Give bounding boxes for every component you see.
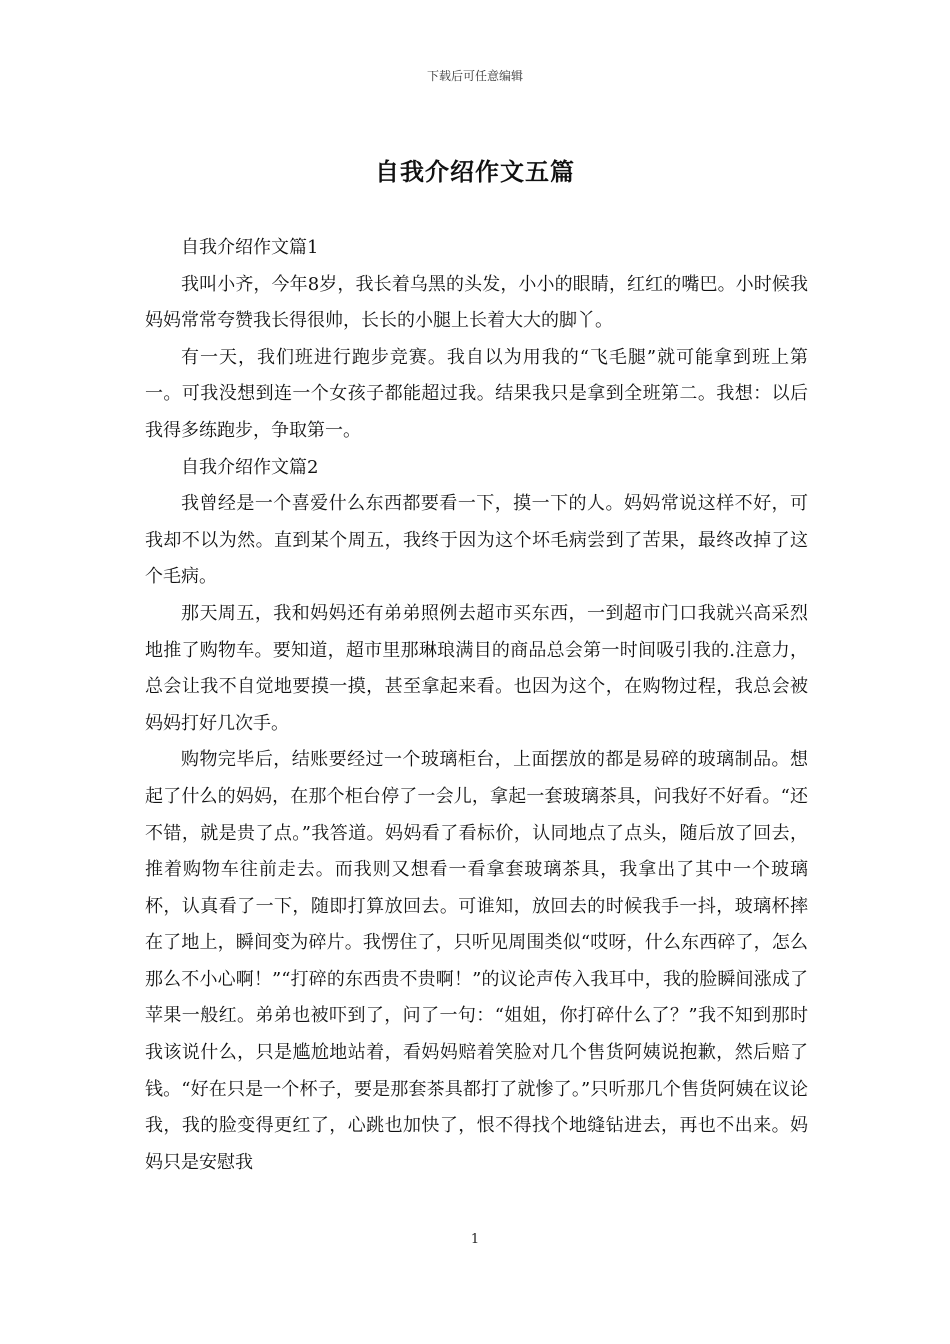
page-number: 1 [470, 1232, 480, 1247]
paragraph: 那天周五，我和妈妈还有弟弟照例去超市买东西，一到超市门口我就兴高采烈地推了购物车。要知道，超市里那琳琅满目的商品总会第一时间吸引我的.注意力，总会让我不自觉地要摸一摸，甚至拿起来看。也因为这个，在购物过程，我总会被妈妈打好几次手。 [145, 602, 808, 734]
document-body [145, 230, 808, 1181]
header-note: 下载后可任意编辑 [426, 69, 523, 83]
paragraph: 我叫小齐，今年8岁，我长着乌黑的头发，小小的眼睛，红红的嘴巴。小时候我妈妈常常夸赞我长得很帅，长长的小腿上长着大大的脚丫。 [145, 273, 808, 332]
section-heading: 自我介绍作文篇1 [181, 237, 319, 258]
paragraph: 我曾经是一个喜爱什么东西都要看一下，摸一下的人。妈妈常说这样不好，可我却不以为然。直到某个周五，我终于因为这个坏毛病尝到了苦果，最终改掉了这个毛病。 [145, 493, 808, 588]
section-heading: 自我介绍作文篇2 [181, 456, 319, 478]
page-title: 自我介绍作文五篇 [375, 157, 575, 186]
paragraph: 有一天，我们班进行跑步竞赛。我自以为用我的“飞毛腿”就可能拿到班上第一。可我没想到连一个女孩子都能超过我。结果我只是拿到全班第二。我想：以后我得多练跑步，争取第一。 [145, 346, 808, 441]
paragraph: 购物完毕后，结账要经过一个玻璃柜台，上面摆放的都是易碎的玻璃制品。想起了什么的妈妈，在那个柜台停了一会儿，拿起一套玻璃茶具，问我好不好看。“还不错，就是贵了点。”我答道。妈妈看了看标价，认同地点了点头，随后放了回去，推着购物车往前走去。而我则又想看一看拿套玻璃茶具，我拿出了其中一个玻璃杯，认真看了一下，随即打算放回去。可谁知，放回去的时候我手一抖，玻璃杯摔在了地上，瞬间变为碎片。我愣住了，只听见周围类似“哎呀，什么东西碎了，怎么那么不小心啊！”“打碎的东西贵不贵啊！”的议论声传入我耳中，我的脸瞬间涨成了苹果一般红。弟弟也被吓到了，问了一句：“姐姐，你打碎什么了？”我不知到那时我该说什么，只是尴尬地站着，看妈妈赔着笑脸对几个售货阿姨说抱歉，然后赔了钱。“好在只是一个杯子，要是那套茶具都打了就惨了。”只听那几个售货阿姨在议论我，我的脸变得更红了，心跳也加快了，恨不得找个地缝钻进去，再也不出来。妈妈只是安慰我 [145, 749, 808, 1173]
